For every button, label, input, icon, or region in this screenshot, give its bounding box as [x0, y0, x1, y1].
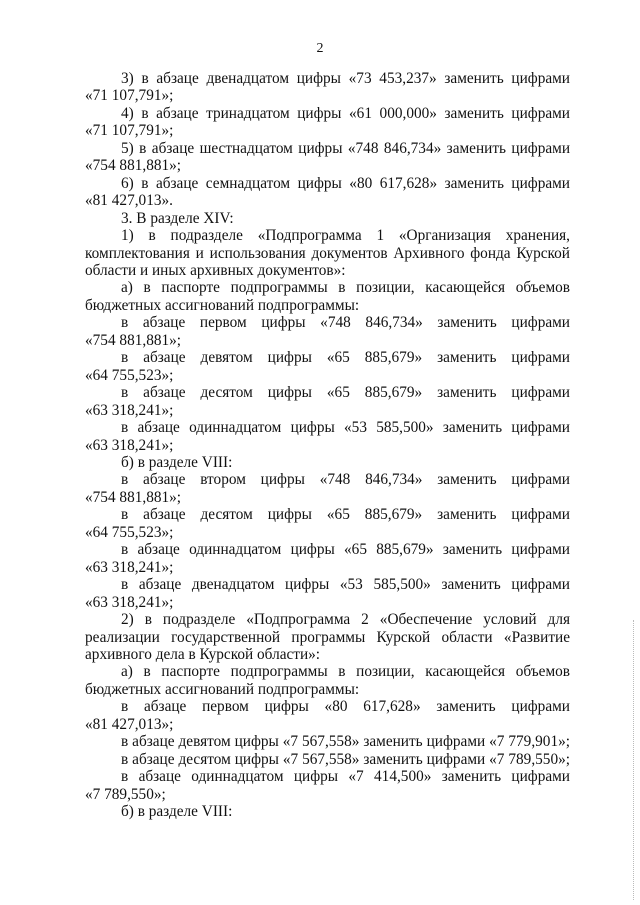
text-line: архивного дела в Курской области»:: [85, 645, 321, 663]
text-line: в абзаце первом цифры «80 617,628» заменить цифрами: [121, 698, 570, 716]
text-line: 4) в абзаце тринадцатом цифры «61 000,000» заменить цифрами: [121, 104, 570, 122]
scan-margin-mark: [633, 620, 636, 900]
text-line: комплектования и использования документов Архивного фонда Курской: [85, 244, 570, 262]
text-line: «7 789,550»;: [85, 785, 166, 803]
document-body: [85, 70, 570, 820]
text-line: в абзаце десятом цифры «7 567,558» заменить цифрами «7 789,550»;: [121, 750, 570, 768]
text-line: реализации государственной программы Курской области «Развитие: [85, 628, 570, 646]
subsection-heading: б) в разделе VIII:: [121, 453, 233, 471]
text-line: 2) в подразделе «Подпрограмма 2 «Обеспечение условий для: [121, 611, 570, 629]
text-line: 5) в абзаце шестнадцатом цифры «748 846,734» заменить цифрами: [121, 139, 570, 157]
text-line: области и иных архивных документов»:: [85, 261, 346, 279]
text-line: «64 755,523»;: [85, 366, 174, 384]
text-line: в абзаце десятом цифры «65 885,679» заменить цифрами: [121, 506, 570, 524]
text-line: а) в паспорте подпрограммы в позиции, касающейся объемов: [121, 279, 570, 297]
text-line: «71 107,791»;: [85, 87, 174, 105]
subsection-heading: б) в разделе VIII:: [121, 803, 233, 821]
text-line: в абзаце девятом цифры «65 885,679» заменить цифрами: [121, 349, 570, 367]
page-number: 2: [316, 41, 324, 56]
text-line: а) в паспорте подпрограммы в позиции, касающейся объемов: [121, 663, 570, 681]
text-line: «754 881,881»;: [85, 157, 182, 175]
text-line: «754 881,881»;: [85, 331, 182, 349]
text-line: в абзаце первом цифры «748 846,734» заменить цифрами: [121, 314, 570, 332]
text-line: в абзаце одиннадцатом цифры «65 885,679» заменить цифрами: [121, 541, 570, 559]
text-line: «81 427,013».: [85, 192, 173, 210]
text-line: в абзаце десятом цифры «65 885,679» заменить цифрами: [121, 384, 570, 402]
text-line: 1) в подразделе «Подпрограмма 1 «Организация хранения,: [121, 227, 570, 245]
text-line: «63 318,241»;: [85, 558, 174, 576]
text-line: «63 318,241»;: [85, 401, 174, 419]
text-line: в абзаце одиннадцатом цифры «7 414,500» заменить цифрами: [121, 768, 570, 786]
text-line: «64 755,523»;: [85, 523, 174, 541]
text-line: в абзаце втором цифры «748 846,734» заменить цифрами: [121, 471, 570, 489]
text-line: «63 318,241»;: [85, 436, 174, 454]
text-line: бюджетных ассигнований подпрограммы:: [85, 296, 360, 314]
text-line: «71 107,791»;: [85, 122, 174, 140]
text-line: в абзаце девятом цифры «7 567,558» заменить цифрами «7 779,901»;: [121, 733, 570, 751]
text-line: «754 881,881»;: [85, 488, 182, 506]
text-line: 3) в абзаце двенадцатом цифры «73 453,237» заменить цифрами: [121, 70, 570, 87]
text-line: 6) в абзаце семнадцатом цифры «80 617,628» заменить цифрами: [121, 174, 570, 192]
text-line: в абзаце двенадцатом цифры «53 585,500» заменить цифрами: [121, 576, 570, 594]
text-line: «63 318,241»;: [85, 593, 174, 611]
text-line: бюджетных ассигнований подпрограммы:: [85, 680, 360, 698]
text-line: «81 427,013»;: [85, 715, 174, 733]
section-heading: 3. В разделе XIV:: [121, 209, 234, 227]
text-line: в абзаце одиннадцатом цифры «53 585,500» заменить цифрами: [121, 419, 570, 437]
